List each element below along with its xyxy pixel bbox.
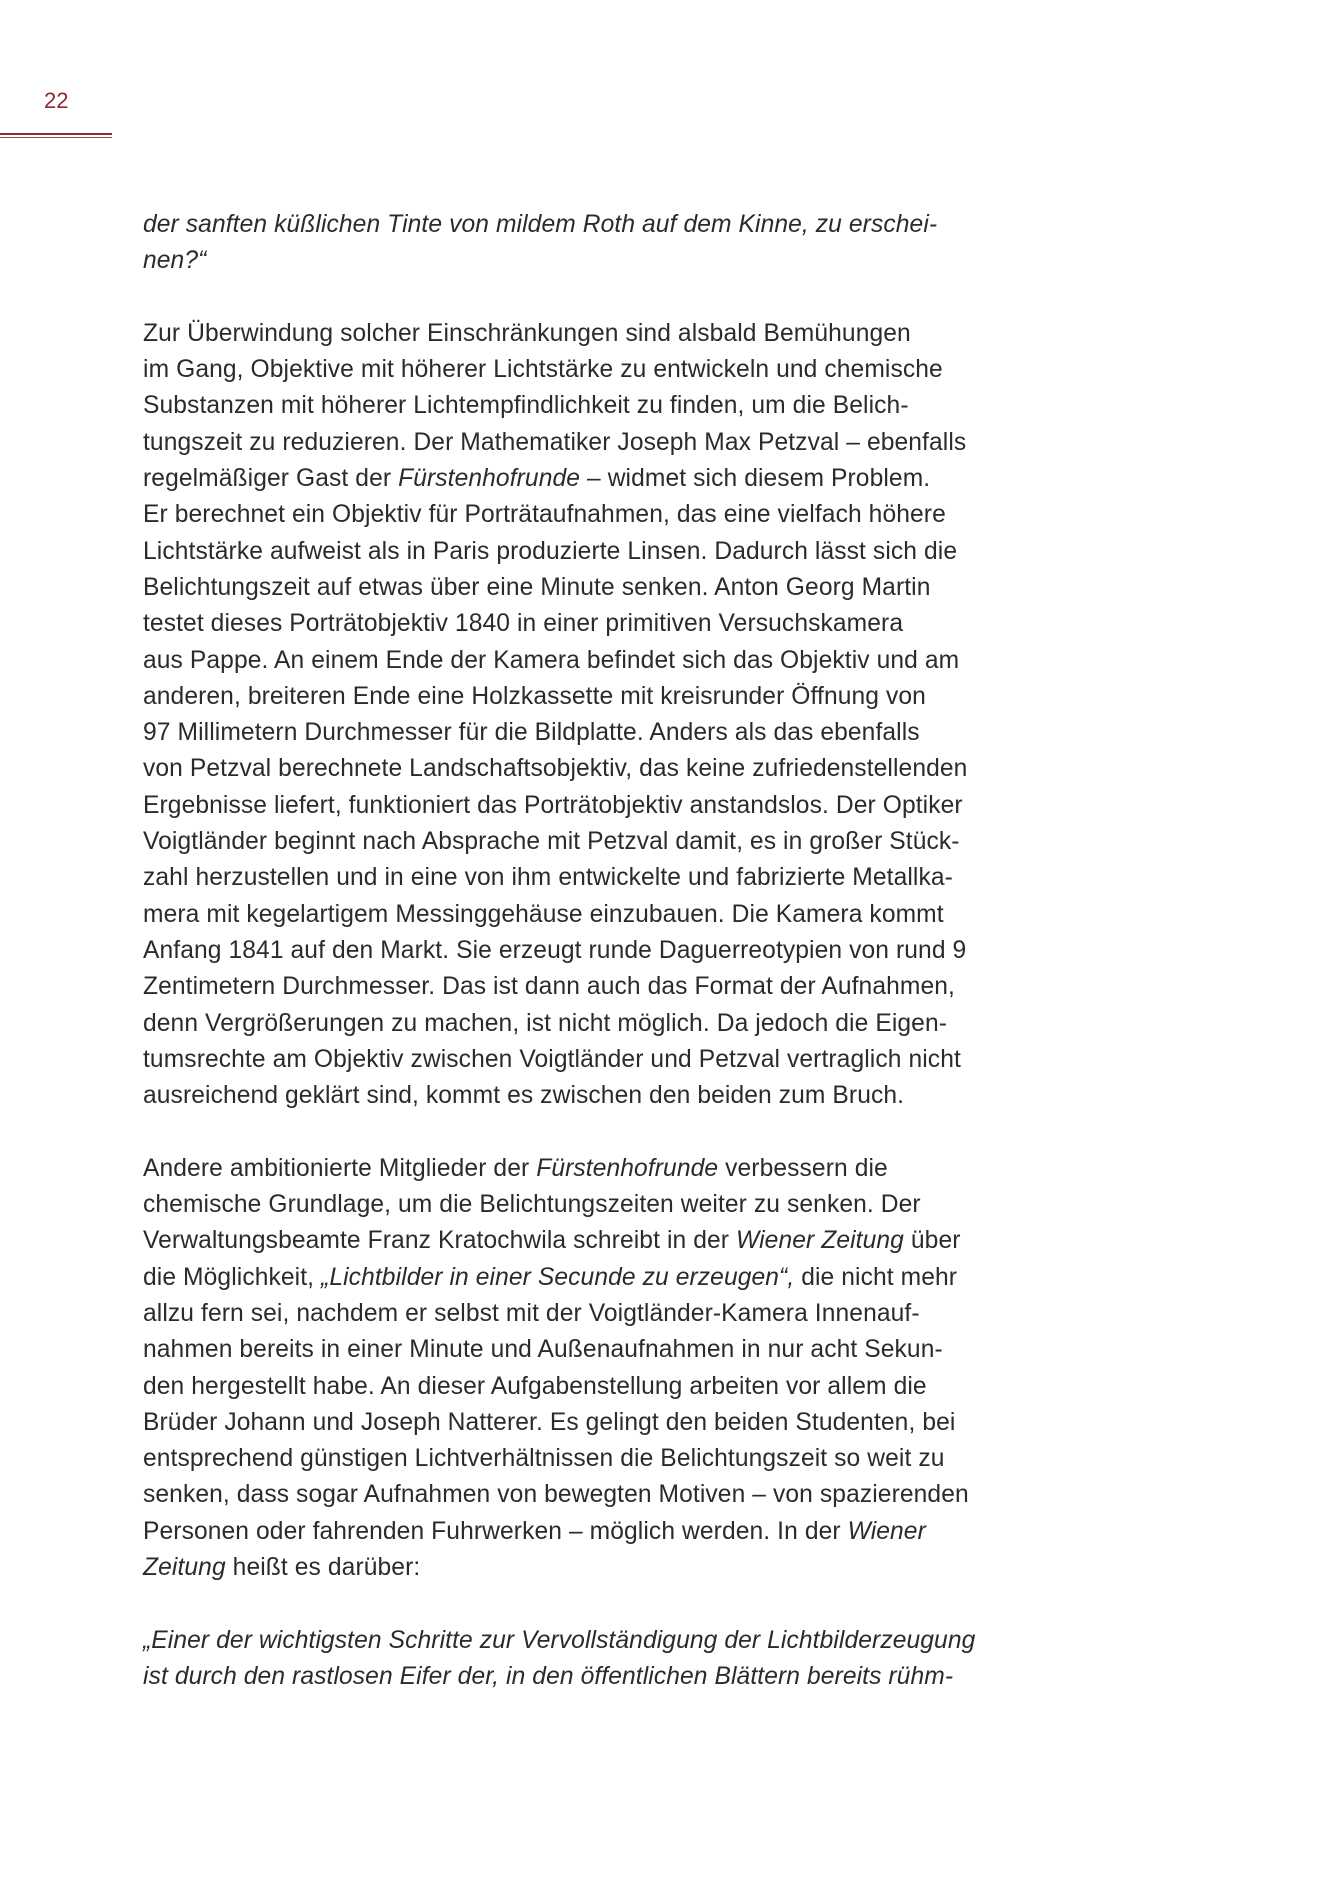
text-run: anderen, breiteren Ende eine Holzkassette mit kreisrunder Öffnung von (143, 682, 926, 710)
text-line (143, 897, 1043, 933)
header-rule (0, 133, 112, 135)
text-line (143, 606, 1043, 642)
text-run: die Möglichkeit, (143, 1263, 322, 1291)
text-line (143, 1550, 1043, 1586)
paragraph-3 (143, 1151, 1043, 1587)
text-run: regelmäßiger Gast der (143, 465, 399, 493)
text-line (143, 933, 1043, 969)
text-run: Zentimetern Durchmesser. Das ist dann auch das Format der Aufnahmen, (143, 973, 955, 1001)
text-line (143, 534, 1043, 570)
text-run: testet dieses Porträtobjektiv 1840 in einer primitiven Versuchskamera (143, 610, 904, 638)
text-run: 97 Millimetern Durchmesser für die Bildplatte. Anders als das ebenfalls (143, 719, 920, 747)
text-line (143, 1006, 1043, 1042)
text-run: Belichtungszeit auf etwas über eine Minute senken. Anton Georg Martin (143, 573, 931, 601)
text-run: nahmen bereits in einer Minute und Außenaufnahmen in nur acht Sekun- (143, 1336, 943, 1364)
text-run: – widmet sich diesem Problem. (580, 465, 931, 493)
italic-text: „Lichtbilder in einer Secunde zu erzeugen“, (321, 1263, 795, 1291)
text-line (143, 1042, 1043, 1078)
text-run: zahl herzustellen und in eine von ihm entwickelte und fabrizierte Metallka- (143, 864, 953, 892)
text-line (143, 1187, 1043, 1223)
text-run: tungszeit zu reduzieren. Der Mathematiker Joseph Max Petzval – ebenfalls (143, 428, 967, 456)
italic-text: ist durch den rastlosen Eifer der, in den öffentlichen Blättern bereits rühm- (143, 1662, 954, 1690)
text-line (143, 316, 1043, 352)
text-line (143, 461, 1043, 497)
text-run: ausreichend geklärt sind, kommt es zwischen den beiden zum Bruch. (143, 1082, 905, 1110)
italic-text: Fürstenhofrunde (398, 465, 581, 493)
text-run: von Petzval berechnete Landschaftsobjektiv, das keine zufriedenstellenden (143, 755, 968, 783)
text-line (143, 243, 1043, 279)
italic-text: Fürstenhofrunde (536, 1154, 719, 1182)
text-line (143, 1223, 1043, 1259)
text-run: Ergebnisse liefert, funktioniert das Porträtobjektiv anstandslos. Der Optiker (143, 791, 963, 819)
text-run: Zur Überwindung solcher Einschränkungen sind alsbald Bemühungen (143, 319, 911, 347)
body-text (143, 207, 1043, 1731)
italic-text: Zeitung (143, 1553, 226, 1581)
italic-text: nen?“ (143, 247, 207, 275)
text-line (143, 425, 1043, 461)
paragraph-4 (143, 1623, 1043, 1696)
italic-text: Wiener Zeitung (736, 1227, 904, 1255)
text-line (143, 860, 1043, 896)
text-line (143, 1260, 1043, 1296)
text-line (143, 1078, 1043, 1114)
italic-text: der sanften küßlichen Tinte von mildem Roth auf dem Kinne, zu erschei- (143, 211, 938, 238)
text-run: Voigtländer beginnt nach Absprache mit Petzval damit, es in großer Stück- (143, 828, 960, 856)
paragraph-1 (143, 207, 1043, 280)
text-line (143, 643, 1043, 679)
text-run: Er berechnet ein Objektiv für Porträtaufnahmen, das eine vielfach höhere (143, 501, 946, 529)
text-run: tumsrechte am Objektiv zwischen Voigtländer und Petzval vertraglich nicht (143, 1045, 961, 1073)
text-line (143, 1477, 1043, 1513)
italic-text: Wiener (847, 1517, 926, 1545)
text-run: Verwaltungsbeamte Franz Kratochwila schreibt in der (143, 1227, 736, 1255)
text-run: Substanzen mit höherer Lichtempfindlichkeit zu finden, um die Belich- (143, 392, 909, 420)
italic-text: „Einer der wichtigsten Schritte zur Vervollständigung der Lichtbilderzeugung (143, 1626, 976, 1654)
text-line (143, 388, 1043, 424)
text-line (143, 715, 1043, 751)
text-run: Andere ambitionierte Mitglieder der (143, 1154, 537, 1182)
text-line (143, 497, 1043, 533)
text-run: senken, dass sogar Aufnahmen von bewegten Motiven – von spazierenden (143, 1481, 969, 1509)
text-line (143, 570, 1043, 606)
page-number: 22 (44, 88, 69, 113)
text-run: entsprechend günstigen Lichtverhältnissen die Belichtungszeit so weit zu (143, 1445, 945, 1473)
text-line (143, 1369, 1043, 1405)
text-run: allzu fern sei, nachdem er selbst mit der Voigtländer-Kamera Innenauf- (143, 1299, 920, 1327)
header-rule-thin (0, 137, 112, 138)
text-line (143, 751, 1043, 787)
paragraph-2 (143, 316, 1043, 1115)
text-run: mera mit kegelartigem Messinggehäuse einzubauen. Die Kamera kommt (143, 900, 944, 928)
text-line (143, 1151, 1043, 1187)
text-line (143, 824, 1043, 860)
text-run: Lichtstärke aufweist als in Paris produzierte Linsen. Dadurch lässt sich die (143, 537, 958, 565)
text-line (143, 788, 1043, 824)
text-line (143, 1296, 1043, 1332)
text-line (143, 1514, 1043, 1550)
text-line (143, 969, 1043, 1005)
text-run: über (903, 1227, 961, 1255)
text-run: im Gang, Objektive mit höherer Lichtstärke zu entwickeln und chemische (143, 356, 943, 384)
text-run: Personen oder fahrenden Fuhrwerken – möglich werden. In der (143, 1517, 848, 1545)
text-run: Anfang 1841 auf den Markt. Sie erzeugt runde Daguerreotypien von rund 9 (143, 936, 967, 964)
text-line (143, 207, 1043, 243)
text-line (143, 1332, 1043, 1368)
text-run: aus Pappe. An einem Ende der Kamera befindet sich das Objektiv und am (143, 646, 960, 674)
text-line (143, 1441, 1043, 1477)
text-line (143, 352, 1043, 388)
text-run: chemische Grundlage, um die Belichtungszeiten weiter zu senken. Der (143, 1191, 921, 1219)
text-line (143, 679, 1043, 715)
text-run: die nicht mehr (794, 1263, 958, 1291)
text-line (143, 1405, 1043, 1441)
text-line (143, 1623, 1043, 1659)
text-run: heißt es darüber: (225, 1553, 421, 1581)
text-run: verbessern die (718, 1154, 888, 1182)
text-run: Brüder Johann und Joseph Natterer. Es gelingt den beiden Studenten, bei (143, 1408, 956, 1436)
text-run: denn Vergrößerungen zu machen, ist nicht möglich. Da jedoch die Eigen- (143, 1009, 948, 1037)
text-run: den hergestellt habe. An dieser Aufgabenstellung arbeiten vor allem die (143, 1372, 927, 1400)
text-line (143, 1659, 1043, 1695)
